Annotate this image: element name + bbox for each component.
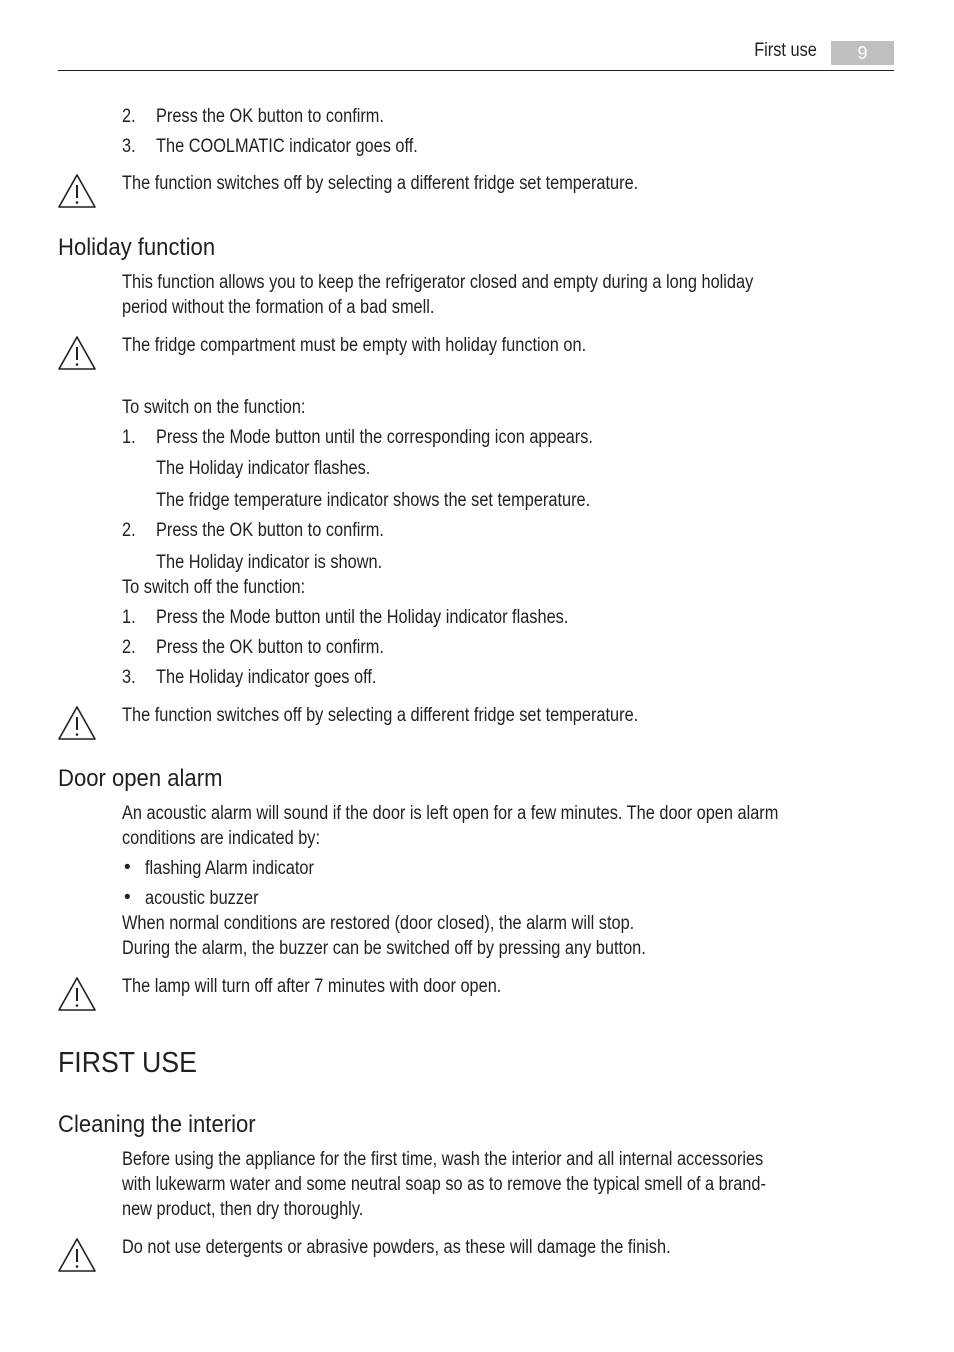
- section-heading-holiday: Holiday function: [58, 234, 216, 261]
- step-number: 3.: [122, 667, 136, 688]
- warning-triangle-icon: [57, 173, 97, 209]
- step-text: Press the Mode button until the Holiday indicator flashes.: [156, 607, 569, 628]
- cleaning-description-line: with lukewarm water and some neutral soap so as to remove the typical smell of a brand-: [122, 1174, 766, 1195]
- step-result: The Holiday indicator flashes.: [156, 458, 371, 479]
- holiday-description-line: period without the formation of a bad smell.: [122, 297, 435, 318]
- step-text: Press the OK button to confirm.: [156, 520, 384, 541]
- switch-on-label: To switch on the function:: [122, 397, 306, 418]
- switch-off-label: To switch off the function:: [122, 577, 306, 598]
- step-text: The COOLMATIC indicator goes off.: [156, 136, 418, 157]
- step-text: Press the OK button to confirm.: [156, 637, 384, 658]
- warning-text: Do not use detergents or abrasive powders, as these will damage the finish.: [122, 1237, 671, 1258]
- warning-triangle-icon: [57, 335, 97, 371]
- chapter-heading-first-use: FIRST USE: [58, 1047, 197, 1079]
- cleaning-description-line: Before using the appliance for the first time, wash the interior and all internal accessories: [122, 1149, 764, 1170]
- warning-text: The lamp will turn off after 7 minutes with door open.: [122, 976, 502, 997]
- cleaning-description-line: new product, then dry thoroughly.: [122, 1199, 364, 1220]
- door-alarm-text: When normal conditions are restored (door closed), the alarm will stop.: [122, 913, 635, 934]
- warning-text: The function switches off by selecting a different fridge set temperature.: [122, 173, 639, 194]
- section-heading-door-alarm: Door open alarm: [58, 765, 223, 792]
- step-result: The Holiday indicator is shown.: [156, 552, 383, 573]
- step-number: 3.: [122, 136, 136, 157]
- step-number: 1.: [122, 607, 136, 628]
- holiday-description-line: This function allows you to keep the refrigerator closed and empty during a long holiday: [122, 272, 754, 293]
- step-number: 2.: [122, 520, 136, 541]
- door-alarm-description-line: An acoustic alarm will sound if the door is left open for a few minutes. The door open alarm: [122, 803, 779, 824]
- warning-triangle-icon: [57, 1237, 97, 1273]
- step-number: 2.: [122, 106, 136, 127]
- header-rule: [58, 70, 894, 71]
- page-number: 9: [831, 41, 894, 65]
- step-text: Press the Mode button until the corresponding icon appears.: [156, 427, 593, 448]
- warning-triangle-icon: [57, 976, 97, 1012]
- door-alarm-description-line: conditions are indicated by:: [122, 828, 321, 849]
- step-number: 1.: [122, 427, 136, 448]
- step-text: Press the OK button to confirm.: [156, 106, 384, 127]
- section-heading-cleaning: Cleaning the interior: [58, 1111, 256, 1138]
- bullet-dot: •: [124, 887, 131, 908]
- warning-text: The fridge compartment must be empty with holiday function on.: [122, 335, 587, 356]
- bullet-dot: •: [124, 857, 131, 878]
- door-alarm-text: During the alarm, the buzzer can be switched off by pressing any button.: [122, 938, 646, 959]
- warning-text: The function switches off by selecting a different fridge set temperature.: [122, 705, 639, 726]
- bullet-item: acoustic buzzer: [145, 888, 259, 909]
- step-number: 2.: [122, 637, 136, 658]
- warning-triangle-icon: [57, 705, 97, 741]
- running-header-title: First use: [754, 40, 817, 61]
- step-result: The fridge temperature indicator shows the set temperature.: [156, 490, 591, 511]
- bullet-item: flashing Alarm indicator: [145, 858, 314, 879]
- step-text: The Holiday indicator goes off.: [156, 667, 377, 688]
